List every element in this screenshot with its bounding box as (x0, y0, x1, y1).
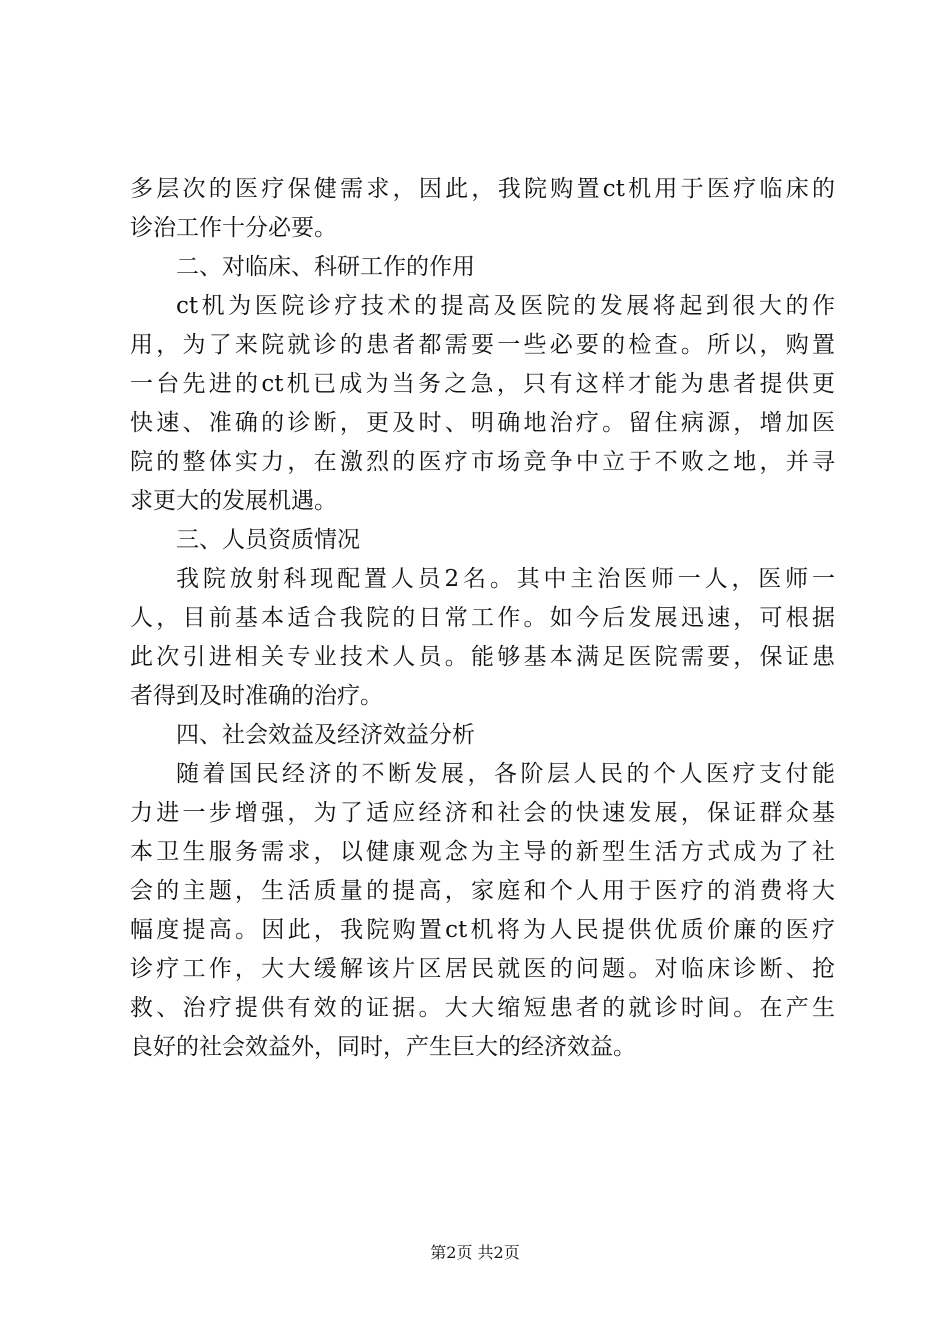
text-line: 求更大的发展机遇。 (130, 488, 337, 514)
text-line: 者得到及时准确的治疗。 (130, 683, 383, 709)
text-line: 三、人员资质情况 (176, 527, 360, 553)
text-line: 四、社会效益及经济效益分析 (176, 722, 475, 748)
text-line: 救、治疗提供有效的证据。大大缩短患者的就诊时间。在产生 (130, 995, 835, 1021)
text-line: 随着国民经济的不断发展，各阶层人民的个人医疗支付能 (176, 761, 835, 787)
text-line: 二、对临床、科研工作的作用 (176, 254, 475, 280)
document-body (130, 170, 835, 1067)
text-line: 幅度提高。因此，我院购置ct机将为人民提供优质价廉的医疗 (130, 917, 835, 943)
text-line: 我院放射科现配置人员2名。其中主治医师一人，医师一 (176, 566, 835, 592)
text-line: 一台先进的ct机已成为当务之急，只有这样才能为患者提供更 (130, 371, 835, 397)
text-line: 诊治工作十分必要。 (130, 215, 337, 241)
text-line: 多层次的医疗保健需求，因此，我院购置ct机用于医疗临床的 (130, 176, 835, 202)
page-footer: 第2页 共2页 (430, 1243, 520, 1262)
text-line: 用，为了来院就诊的患者都需要一些必要的检查。所以，购置 (130, 332, 835, 358)
text-line: 快速、准确的诊断，更及时、明确地治疗。留住病源，增加医 (130, 410, 835, 436)
text-line: 会的主题，生活质量的提高，家庭和个人用于医疗的消费将大 (130, 878, 835, 904)
text-line: 院的整体实力，在激烈的医疗市场竞争中立于不败之地，并寻 (130, 449, 835, 475)
text-line: 此次引进相关专业技术人员。能够基本满足医院需要，保证患 (130, 644, 835, 670)
text-line: 本卫生服务需求，以健康观念为主导的新型生活方式成为了社 (130, 839, 835, 865)
text-line: 诊疗工作，大大缓解该片区居民就医的问题。对临床诊断、抢 (130, 956, 835, 982)
text-line: 人，目前基本适合我院的日常工作。如今后发展迅速，可根据 (130, 605, 835, 631)
text-line: 力进一步增强，为了适应经济和社会的快速发展，保证群众基 (130, 800, 835, 826)
text-line: ct机为医院诊疗技术的提高及医院的发展将起到很大的作 (176, 293, 835, 319)
text-line: 良好的社会效益外，同时，产生巨大的经济效益。 (130, 1034, 636, 1060)
